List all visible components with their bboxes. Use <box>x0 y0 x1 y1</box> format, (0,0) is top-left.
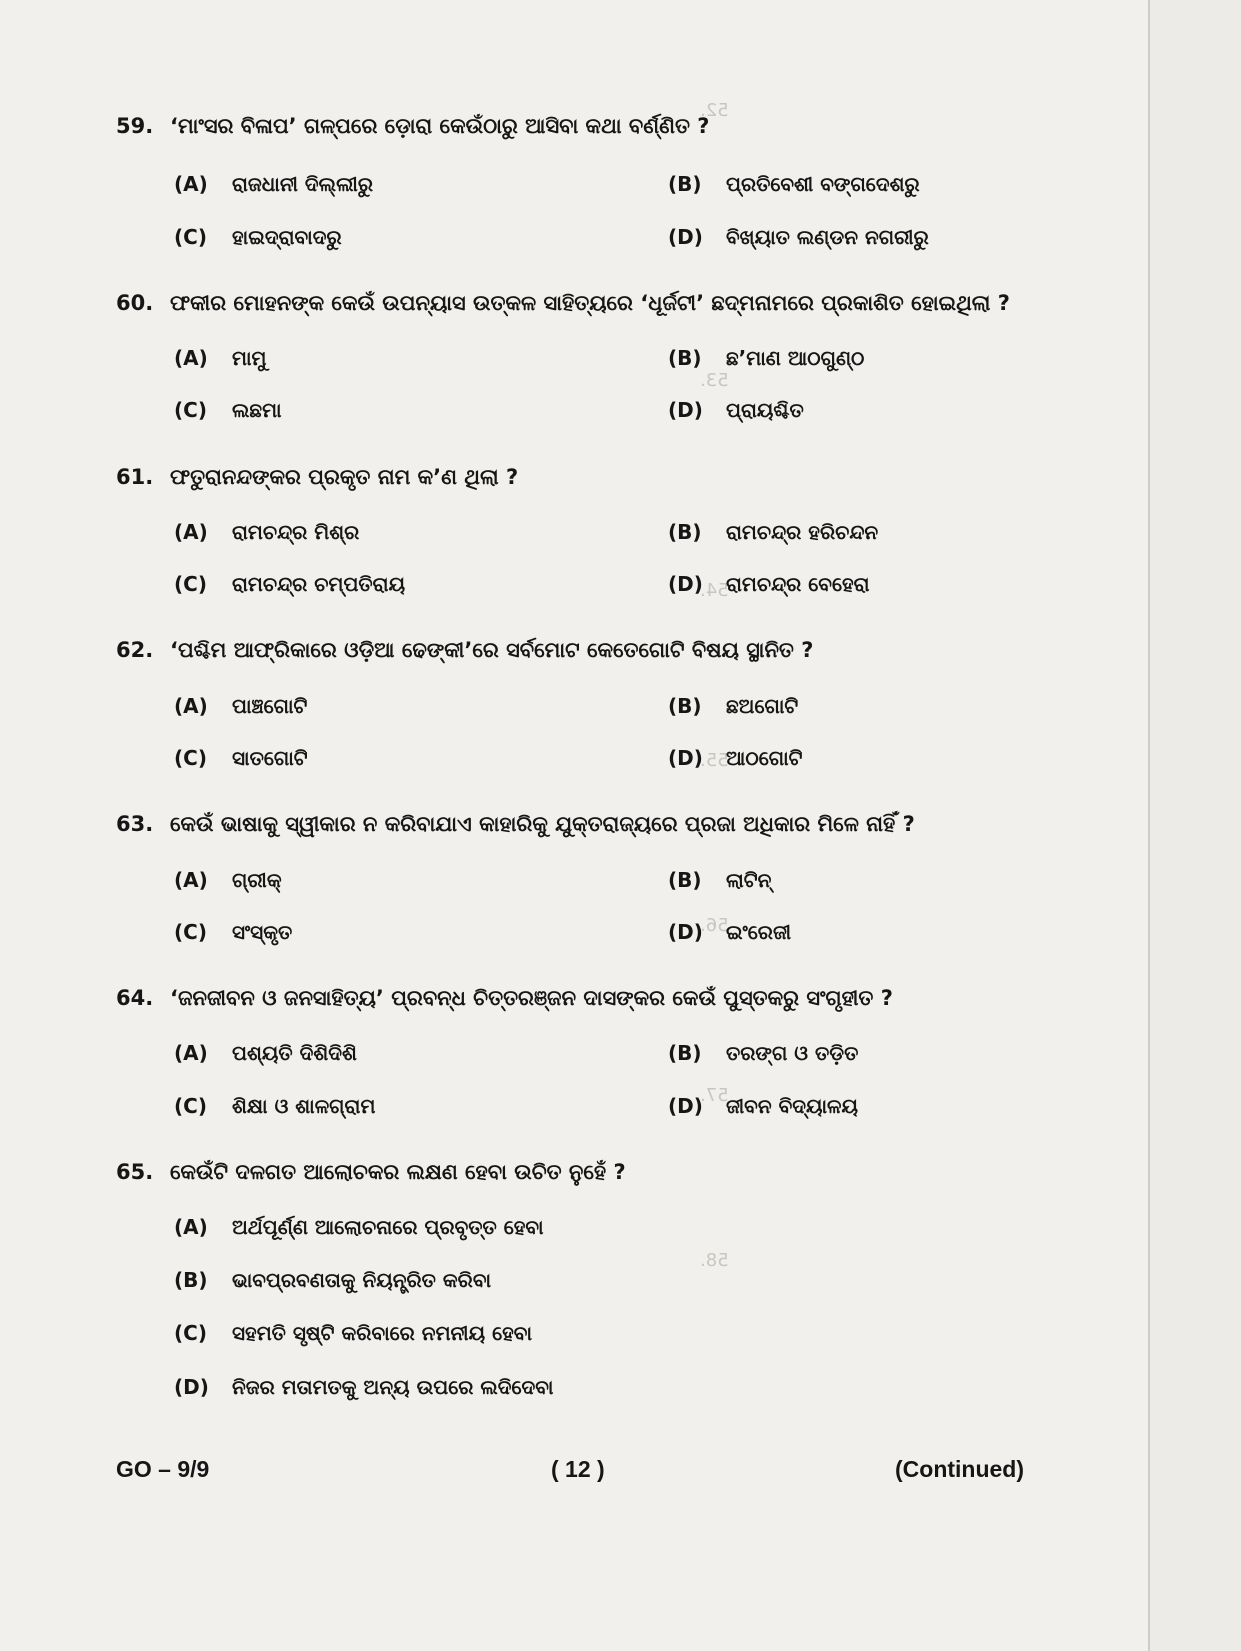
option-d-text: ବିଖ୍ୟାତ ଲଣ୍ଡନ ନଗରୀରୁ <box>726 225 929 249</box>
booklet-code: GO – 9/9 <box>116 1456 210 1482</box>
option-b-label: (B) <box>668 694 702 718</box>
option-c-text: ସହମତି ସୃଷ୍ଟି କରିବାରେ ନମନୀୟ ହେବା <box>232 1321 533 1345</box>
option-d-text: ଇଂରେଜୀ <box>726 920 792 944</box>
option-a-label: (A) <box>174 346 208 370</box>
option-a-label: (A) <box>174 172 208 196</box>
option-d-label: (D) <box>668 746 703 770</box>
question-number: 63. <box>116 812 154 836</box>
option-c-text: ଲଛମା <box>232 398 282 422</box>
question-text: କେଉଁ ଭାଷାକୁ ସ୍ୱୀକାର ନ କରିବାଯାଏ କାହାରିକୁ ଯୁକ୍ତରାଜ୍ୟରେ ପ୍ରଜା ଅଧିକାର ମିଳେ ନାହିଁ ? <box>170 812 915 836</box>
option-b-text: ଲାଟିନ୍ <box>726 868 772 892</box>
show-through-text: 54. <box>700 580 729 601</box>
option-d-label: (D) <box>668 225 703 249</box>
show-through-text: 55. <box>700 750 729 771</box>
option-c-text: ରାମଚନ୍ଦ୍ର ଚମ୍ପତିରାୟ <box>232 572 406 596</box>
option-d-label: (D) <box>668 572 703 596</box>
question-number: 59. <box>116 114 154 138</box>
option-b-label: (B) <box>668 520 702 544</box>
question-text: ଫତୁରାନନ୍ଦଙ୍କର ପ୍ରକୃତ ନାମ କ’ଣ ଥିଲା ? <box>170 465 519 489</box>
question-number: 61. <box>116 465 154 489</box>
option-c-label: (C) <box>174 1321 207 1345</box>
option-d-label: (D) <box>668 398 703 422</box>
option-d-text: ନିଜର ମତାମତକୁ ଅନ୍ୟ ଉପରେ ଲଦିଦେବା <box>232 1375 554 1399</box>
show-through-text: 56. <box>700 915 729 936</box>
option-c-text: ଶିକ୍ଷା ଓ ଶାଳଗ୍ରାମ <box>232 1094 376 1118</box>
option-a-text: ମାମୁ <box>232 346 267 370</box>
option-b-label: (B) <box>668 868 702 892</box>
question-text: କେଉଁଟି ଦଳଗତ ଆଲୋଚକର ଲକ୍ଷଣ ହେବା ଉଚିତ ନୁହେଁ ? <box>170 1160 626 1184</box>
option-a-text: ପଶ୍ୟତି ଦିଶିଦିଶି <box>232 1041 357 1065</box>
option-c-text: ସାତଗୋଟି <box>232 746 308 770</box>
option-a-text: ଗ୍ରୀକ୍ <box>232 868 282 892</box>
option-b-label: (B) <box>668 346 702 370</box>
option-c-label: (C) <box>174 1094 207 1118</box>
page-number: ( 12 ) <box>551 1456 605 1482</box>
option-c-label: (C) <box>174 572 207 596</box>
option-b-text: ଛ’ମାଣ ଆଠଗୁଣ୍ଠ <box>726 346 865 370</box>
show-through-text: 58. <box>700 1250 729 1271</box>
show-through-text: 57. <box>700 1085 729 1106</box>
question-number: 62. <box>116 638 154 662</box>
option-c-text: ସଂସ୍କୃତ <box>232 920 293 944</box>
continued-label: (Continued) <box>895 1456 1025 1482</box>
option-a-text: ରାଜଧାନୀ ଦିଲ୍ଲୀରୁ <box>232 172 374 196</box>
option-d-text: ଆଠଗୋଟି <box>726 746 803 770</box>
question-number: 64. <box>116 986 154 1010</box>
option-b-text: ରାମଚନ୍ଦ୍ର ହରିଚନ୍ଦନ <box>726 520 879 544</box>
option-b-text: ପ୍ରତିବେଶୀ ବଙ୍ଗଦେଶରୁ <box>726 172 920 196</box>
option-a-label: (A) <box>174 520 208 544</box>
option-d-text: ଜୀବନ ବିଦ୍ୟାଳୟ <box>726 1094 858 1118</box>
option-b-text: ଛଅଗୋଟି <box>726 694 799 718</box>
option-c-label: (C) <box>174 225 207 249</box>
option-c-label: (C) <box>174 920 207 944</box>
option-a-label: (A) <box>174 694 208 718</box>
option-a-label: (A) <box>174 1215 208 1239</box>
option-d-text: ରାମଚନ୍ଦ୍ର ବେହେରା <box>726 572 870 596</box>
question-text: ‘ଜନଜୀବନ ଓ ଜନସାହିତ୍ୟ’ ପ୍ରବନ୍ଧ ଚିତ୍ତରଞ୍ଜନ ଦାସଙ୍କର କେଉଁ ପୁସ୍ତକରୁ ସଂଗୃହୀତ ? <box>170 986 893 1010</box>
question-text: ‘ମାଂସର ବିଳାପ’ ଗଳ୍ପରେ ଡ଼ୋରା କେଉଁଠାରୁ ଆସିବା କଥା ବର୍ଣ୍ଣିତ ? <box>170 114 710 138</box>
option-b-text: ତରଙ୍ଗ ଓ ତଡ଼ିତ <box>726 1041 859 1065</box>
option-c-label: (C) <box>174 398 207 422</box>
option-b-label: (B) <box>668 1041 702 1065</box>
option-d-label: (D) <box>668 1094 703 1118</box>
show-through-text: 53. <box>700 370 729 391</box>
option-b-text: ଭାବପ୍ରବଣତାକୁ ନିୟନ୍ତ୍ରିତ କରିବା <box>232 1268 492 1292</box>
option-c-text: ହାଇଦ୍ରାବାଦରୁ <box>232 225 342 249</box>
option-a-label: (A) <box>174 868 208 892</box>
option-a-text: ରାମଚନ୍ଦ୍ର ମିଶ୍ର <box>232 520 360 544</box>
option-d-text: ପ୍ରାୟଶ୍ଚିତ <box>726 398 804 422</box>
question-number: 65. <box>116 1160 154 1184</box>
show-through-text: 52. <box>700 100 729 121</box>
question-text: ‘ପଶ୍ଚିମ ଆଫ୍ରିକାରେ ଓଡ଼ିଆ ଢେଙ୍କୀ’ରେ ସର୍ବମୋଟ କେତେଗୋଟି ବିଷୟ ସ୍ଥାନିତ ? <box>170 638 814 662</box>
option-a-text: ପାଞ୍ଚଗୋଟି <box>232 694 308 718</box>
option-b-label: (B) <box>174 1268 208 1292</box>
option-b-label: (B) <box>668 172 702 196</box>
option-a-text: ଅର୍ଥପୂର୍ଣ୍ଣ ଆଲୋଚନାରେ ପ୍ରବୃତ୍ତ ହେବା <box>232 1215 544 1239</box>
option-c-label: (C) <box>174 746 207 770</box>
option-d-label: (D) <box>668 920 703 944</box>
question-text: ଫକୀର ମୋହନଙ୍କ କେଉଁ ଉପନ୍ୟାସ ଉତ୍କଳ ସାହିତ୍ୟରେ ‘ଧୂର୍ଜଟୀ’ ଛଦ୍ମନାମରେ ପ୍ରକାଶିତ ହୋଇଥିଲା ? <box>170 291 1010 315</box>
question-number: 60. <box>116 291 154 315</box>
option-a-label: (A) <box>174 1041 208 1065</box>
option-d-label: (D) <box>174 1375 209 1399</box>
